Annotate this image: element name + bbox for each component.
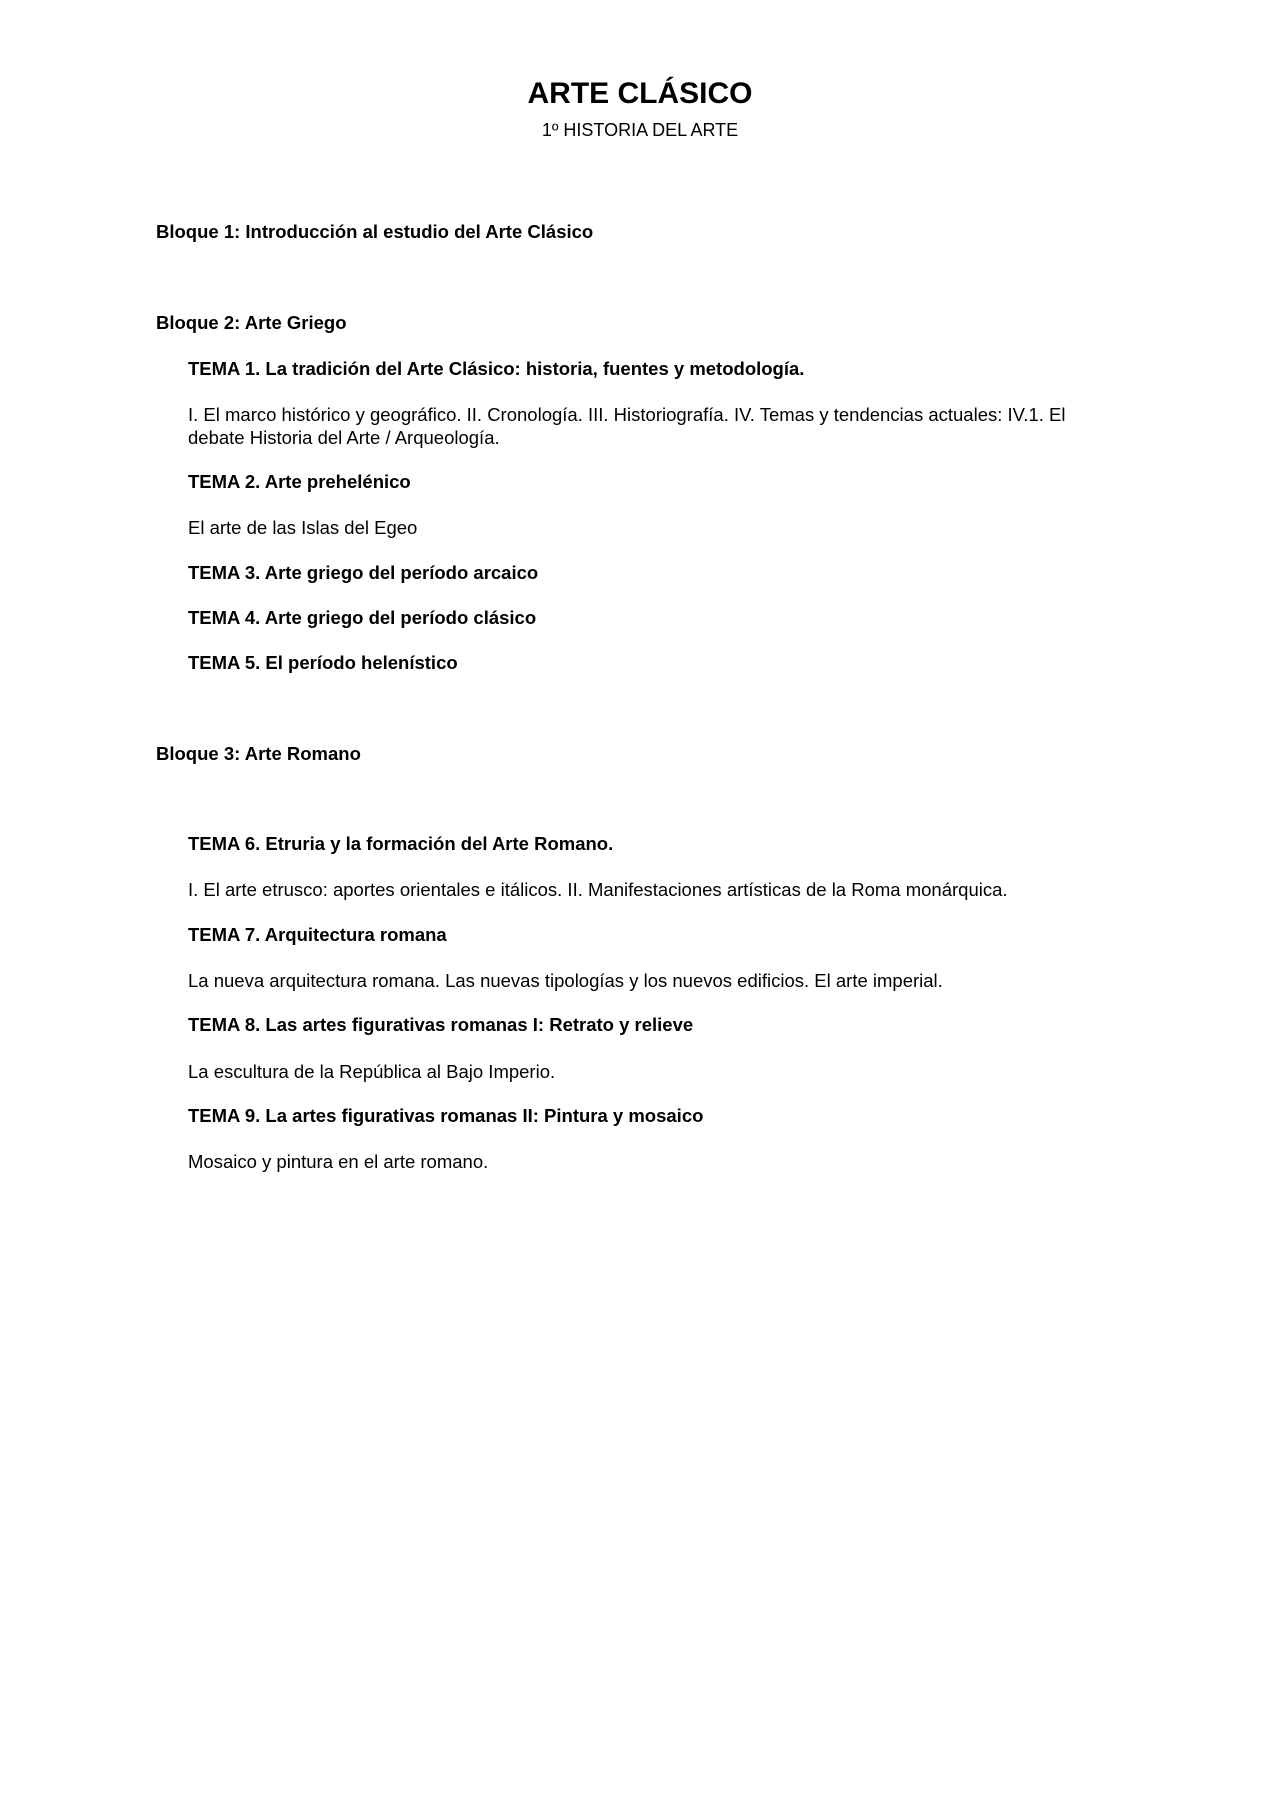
tema-5-heading: TEMA 5. El período helenístico [188, 652, 458, 673]
tema-6-description: I. El arte etrusco: aportes orientales e itálicos. II. Manifestaciones artísticas de la Roma monárquica. [188, 879, 1008, 900]
tema-4-heading: TEMA 4. Arte griego del período clásico [188, 607, 537, 628]
tema-1-description: I. El marco histórico y geográfico. II. Cronología. III. Historiografía. IV. Temas y tendencias actuales: IV.1. El debate Historia del Arte / Arqueología. [188, 404, 1066, 448]
tema-8-heading: TEMA 8. Las artes figurativas romanas I: Retrato y relieve [188, 1014, 694, 1035]
tema-6-heading: TEMA 6. Etruria y la formación del Arte Romano. [188, 833, 614, 854]
document-title: ARTE CLÁSICO [527, 77, 753, 110]
bloque-2-heading: Bloque 2: Arte Griego [156, 312, 347, 333]
tema-2-description: El arte de las Islas del Egeo [188, 517, 418, 538]
tema-7-heading: TEMA 7. Arquitectura romana [188, 924, 447, 945]
tema-9-heading: TEMA 9. La artes figurativas romanas II: Pintura y mosaico [188, 1105, 704, 1126]
tema-3-heading: TEMA 3. Arte griego del período arcaico [188, 562, 539, 583]
tema-7-description: La nueva arquitectura romana. Las nuevas tipologías y los nuevos edificios. El arte imperial. [188, 970, 943, 991]
tema-8-description: La escultura de la República al Bajo Imperio. [188, 1061, 556, 1082]
bloque-3-heading: Bloque 3: Arte Romano [156, 743, 361, 764]
bloque-1-heading: Bloque 1: Introducción al estudio del Arte Clásico [156, 221, 594, 242]
document-subtitle: 1º HISTORIA DEL ARTE [541, 120, 739, 140]
tema-1-heading: TEMA 1. La tradición del Arte Clásico: historia, fuentes y metodología. [188, 358, 805, 379]
tema-9-description: Mosaico y pintura en el arte romano. [188, 1151, 489, 1172]
tema-2-heading: TEMA 2. Arte prehelénico [188, 471, 411, 492]
